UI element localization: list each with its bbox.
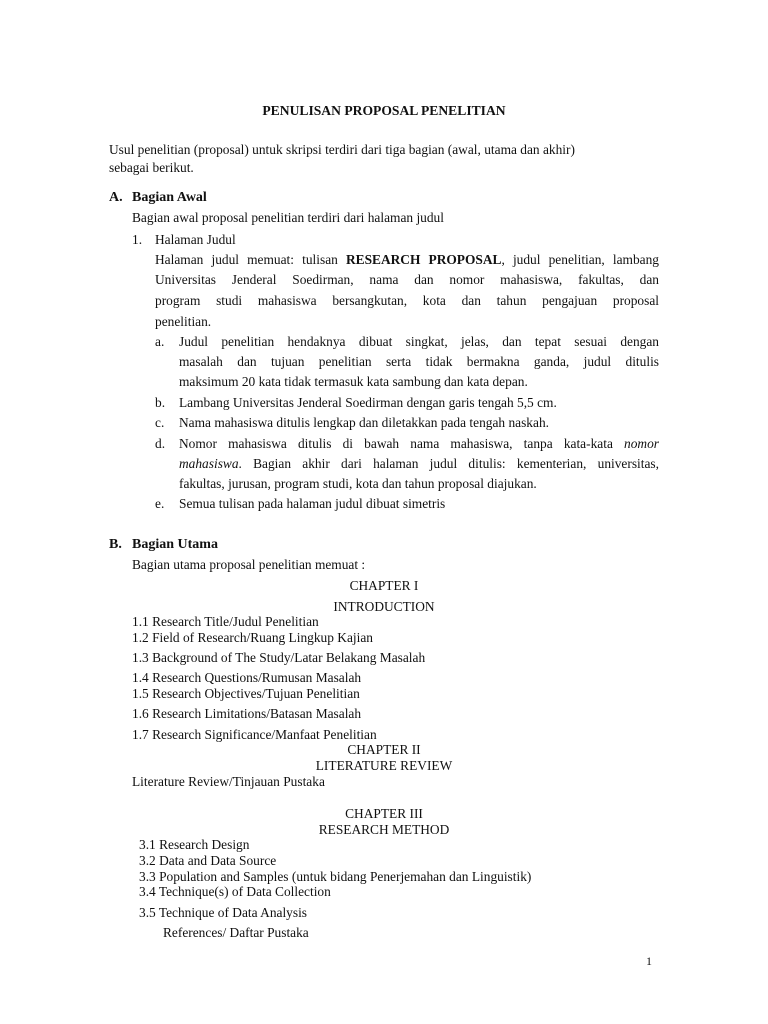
chapter-1-item: 1.7 Research Significance/Manfaat Penelitian [132,727,377,742]
section-b-description: Bagian utama proposal penelitian memuat : [132,557,366,572]
section-a-heading: Bagian Awal [132,190,207,205]
chapter-3-title: RESEARCH METHOD [318,822,450,837]
chapter-3-item: 3.3 Population and Samples (untuk bidang Penerjemahan dan Linguistik) [139,869,532,884]
sub-b-marker: b. [155,395,166,410]
sub-e-line-1: Semua tulisan pada halaman judul dibuat simetris [179,496,446,511]
chapter-1-label: CHAPTER I [349,578,419,593]
page-title: PENULISAN PROPOSAL PENELITIAN [262,103,506,118]
chapter-2-label: CHAPTER II [347,742,421,757]
section-b-heading: Bagian Utama [132,537,218,552]
chapter-1-item: 1.6 Research Limitations/Batasan Masalah [132,706,362,721]
item-1-title: Halaman Judul [155,232,236,247]
sub-a-marker: a. [155,334,165,349]
section-b-marker: B. [109,537,122,552]
chapter-2-title: LITERATURE REVIEW [315,758,453,773]
sub-a-line-1: Judul penelitian hendaknya dibuat singkat, jelas, dan tepat sesuai dengan [179,334,659,349]
chapter-3-item: 3.4 Technique(s) of Data Collection [139,884,331,899]
section-a-description: Bagian awal proposal penelitian terdiri dari halaman judul [132,210,444,225]
sub-c-line-1: Nama mahasiswa ditulis lengkap dan diletakkan pada tengah naskah. [179,415,549,430]
intro-line-2: sebagai berikut. [109,160,194,175]
references-heading: References/ Daftar Pustaka [163,925,309,940]
chapter-3-item: 3.1 Research Design [139,837,250,852]
chapter-1-title: INTRODUCTION [333,599,435,614]
chapter-2-content: Literature Review/Tinjauan Pustaka [132,774,325,789]
page-number: 1 [646,954,652,968]
sub-e-marker: e. [155,496,165,511]
sub-d-marker: d. [155,436,166,451]
chapter-1-item: 1.5 Research Objectives/Tujuan Penelitian [132,686,360,701]
item-1-line-4: penelitian. [155,314,212,329]
chapter-1-item: 1.3 Background of The Study/Latar Belakang Masalah [132,650,426,665]
section-a-marker: A. [109,190,123,205]
chapter-3-item: 3.2 Data and Data Source [139,853,277,868]
sub-c-marker: c. [155,415,165,430]
intro-line-1: Usul penelitian (proposal) untuk skripsi terdiri dari tiga bagian (awal, utama dan akhir) [109,142,575,157]
item-1-line-1: Halaman judul memuat: tulisan RESEARCH PROPOSAL, judul penelitian, lambang [155,252,660,267]
sub-a-line-3: maksimum 20 kata tidak termasuk kata sambung dan kata depan. [179,374,528,389]
chapter-3-label: CHAPTER III [345,806,423,821]
sub-d-line-1: Nomor mahasiswa ditulis di bawah nama mahasiswa, tanpa kata-kata nomor [179,436,659,451]
chapter-3-item: 3.5 Technique of Data Analysis [139,905,308,920]
item-1-line-3: program studi mahasiswa bersangkutan, kota dan tahun pengajuan proposal [155,293,659,308]
item-1-marker: 1. [132,232,143,247]
item-1-line-2: Universitas Jenderal Soedirman, nama dan nomor mahasiswa, fakultas, dan [155,272,659,287]
sub-b-line-1: Lambang Universitas Jenderal Soedirman dengan garis tengah 5,5 cm. [179,395,557,410]
chapter-1-item: 1.4 Research Questions/Rumusan Masalah [132,670,362,685]
sub-d-line-3: fakultas, jurusan, program studi, kota dan tahun proposal diajukan. [179,476,537,491]
sub-a-line-2: masalah dan tujuan penelitian serta tidak bermakna ganda, judul ditulis [179,354,659,369]
chapter-1-item: 1.1 Research Title/Judul Penelitian [132,614,319,629]
sub-d-line-2: mahasiswa. Bagian akhir dari halaman judul ditulis: kementerian, universitas, [179,456,659,471]
chapter-1-item: 1.2 Field of Research/Ruang Lingkup Kajian [132,630,373,645]
